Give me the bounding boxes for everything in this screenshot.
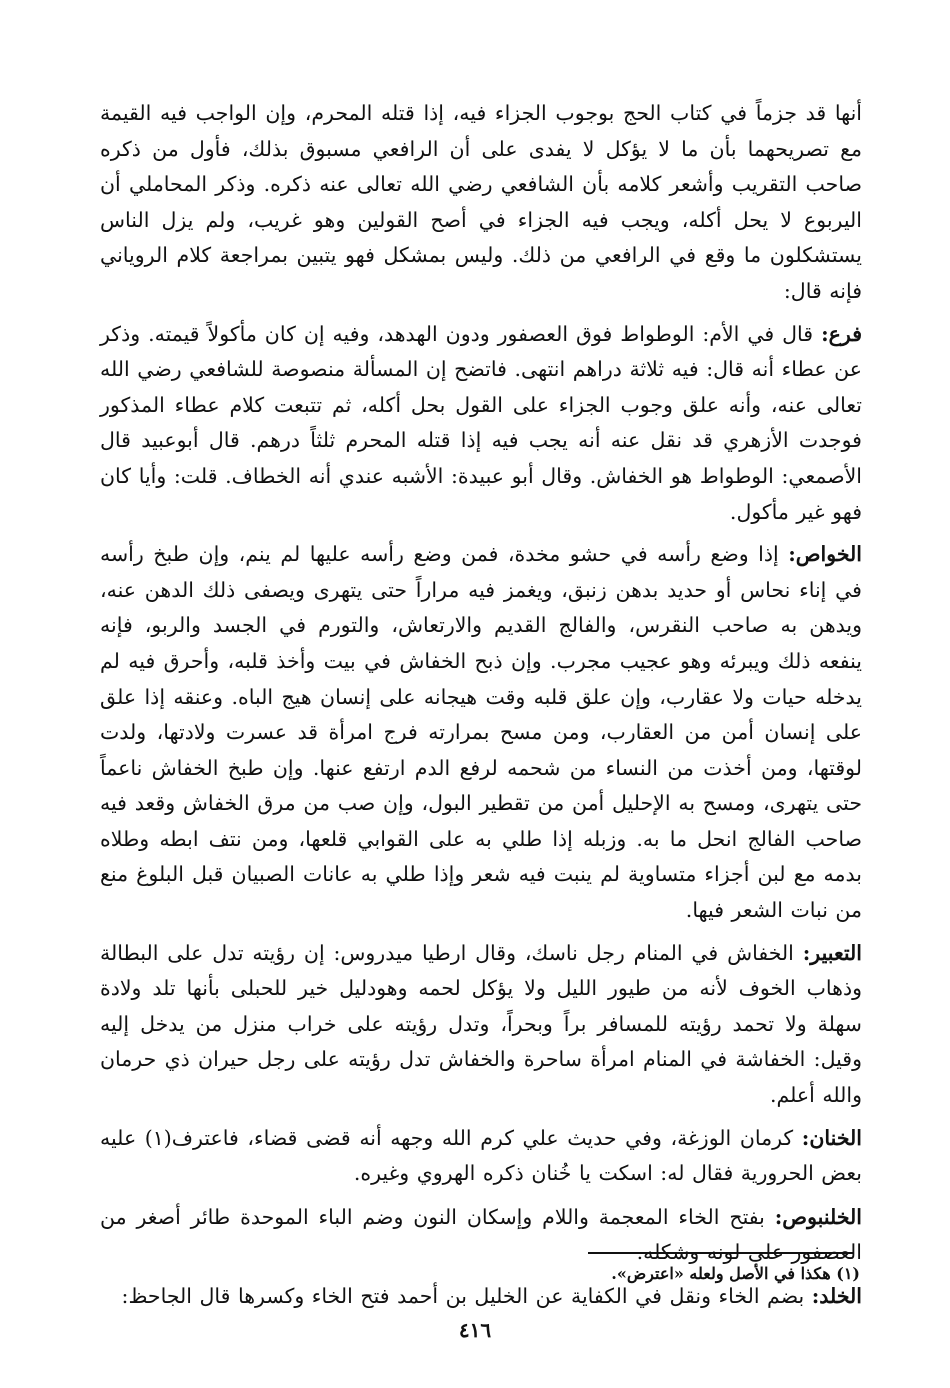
main-text xyxy=(100,96,862,1323)
paragraph-lead: التعبير: xyxy=(802,940,862,965)
footnote-divider xyxy=(588,1252,854,1254)
paragraph-lead: الخنان: xyxy=(801,1125,862,1150)
paragraph-text: بضم الخاء ونقل في الكفاية عن الخليل بن أحمد فتح الخاء وكسرها قال الجاحظ: xyxy=(121,1284,812,1308)
paragraph-khunan xyxy=(100,1121,862,1192)
paragraph-text: قال في الأم: الوطواط فوق العصفور ودون الهدهد، وفيه إن كان مأكولاً قيمته. وذكر عن عطاء أنه قال: فيه ثلاثة دراهم انتهى. فاتضح إن المسألة منصوصة للشافعي رضي الله تعالى عنه، وأنه علق وجوب الجزاء على القول بحل أكله، ثم تتبعت كلام عطاء المذكور فوجدت الأزهري قد نقل عنه أنه يجب فيه إذا قتله المحرم ثلثاً درهم. قال أبوعبيد قال الأصمعي: الوطواط هو الخفاش. وقال أبو عبيدة: الأشبه عندي أنه الخطاف. قلت: وأيا كان فهو غير مأكول. xyxy=(100,321,862,524)
paragraph-text: كرمان الوزغة، وفي حديث علي كرم الله وجهه أنه قضى قضاء، فاعترف(١) عليه بعض الحرورية فقال له: اسكت يا خُنان ذكره الهروي وغيره. xyxy=(100,1125,862,1186)
paragraph-lead: الخواص: xyxy=(788,542,862,567)
footnote: (١) هكذا في الأصل ولعله «اعترض». xyxy=(611,1264,860,1283)
paragraph-tabir xyxy=(100,936,862,1114)
paragraph-text: أنها قد جزماً في كتاب الحج بوجوب الجزاء فيه، إذا قتله المحرم، وإن الواجب فيه القيمة مع تصريحهما بأن ما لا يؤكل لا يفدى على أن الرافعي مسبوق بذلك، فأول من ذكره صاحب التقريب وأشعر كلامه بأن الشافعي رضي الله تعالى عنه ذكره. وذكر المحاملي أن اليربوع لا يحل أكله، ويجب فيه الجزاء في أصح القولين وهو غريب، ولم يزل الناس يستشكلون ما وقع في الرافعي من ذلك. وليس بمشكل فهو يتبين بمراجعة كلام الروياني فإنه قال: xyxy=(100,101,862,303)
paragraph-lead: الخلنبوص: xyxy=(774,1204,862,1229)
paragraph-text: الخفاش في المنام رجل ناسك، وقال ارطيا ميدروس: إن رؤيته تدل على البطالة وذهاب الخوف لأنه من طيور الليل ولا يؤكل لحمه وهودليل خير للحبلى بأنها تلد ولادة سهلة ولا تحمد رؤيته للمسافر براً وبحراً، وتدل رؤيته على خراب منزل من يدخل إليه وقيل: الخفاشة في المنام امرأة ساحرة والخفاش تدل رؤيته على رجل حيران ذي حرمان والله أعلم. xyxy=(100,940,862,1108)
paragraph-text: إذا وضع رأسه في حشو مخدة، فمن وضع رأسه عليها لم ينم، وإن طبخ رأسه في إناء نحاس أو حديد بدهن زنبق، ويغمز فيه مراراً حتى يتهرى ويصفى ذلك الدهن عنه، ويدهن به صاحب النقرس، والفالج القديم والارتعاش، والتورم في الجسد والربو، فإنه ينفعه ذلك ويبرئه وهو عجيب مجرب. وإن ذبح الخفاش في بيت وأخذ قلبه، وأحرق فيه لم يدخله حيات ولا عقارب، وإن علق قلبه وقت هيجانه على إنسان هيج الباه. وعنقه إذا علق على إنسان أمن من العقارب، ومن مسح بمرارته فرج امرأة قد عسرت ولادتها، ولدت لوقتها، ومن أخذت من النساء من شحمه لرفع الدم ارتفع عنها. وإن طبخ الخفاش ناعماً حتى يتهرى، ومسح به الإحليل أمن من تقطير البول، وإن صب من مرق الخفاش وقعد فيه صاحب الفالج انحل ما به. وزبله إذا طلي به على القوابي قلعها، ومن نتف ابطه وطلاه بدمه مع لبن أجزاء متساوية لم ينبت فيه شعر وإذا طلي به عانات الصبيان قبل البلوغ منع من نبات الشعر فيها. xyxy=(100,542,862,923)
paragraph-lead: الخلد: xyxy=(811,1284,862,1308)
paragraph-text: بفتح الخاء المعجمة واللام وإسكان النون وضم الباء الموحدة طائر أصغر من العصفور على لونه وشكله. xyxy=(100,1204,862,1265)
page-number: ٤١٦ xyxy=(458,1318,492,1342)
paragraph-intro xyxy=(100,96,862,310)
paragraph-far xyxy=(100,317,862,531)
paragraph-khawas xyxy=(100,537,862,929)
paragraph-khalanbus xyxy=(100,1200,862,1271)
paragraph-khuld xyxy=(100,1279,862,1315)
paragraph-lead: فرع: xyxy=(821,321,862,346)
